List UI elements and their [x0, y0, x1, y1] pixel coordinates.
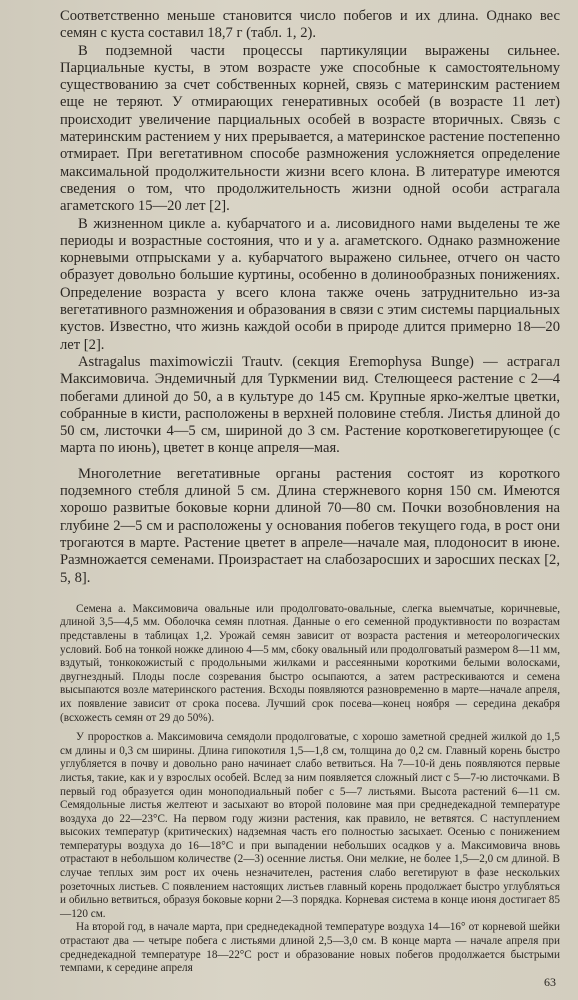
paragraph: Многолетние вегетативные органы растения состоят из короткого подземного стебля длиной 5 см. Длина стержневого корня 150 см. Имеются хорошо развитые боковые корни длиной 70—80 см. Почки возобновления на глубине 2—5 см и расположены у основания побегов текущего года, в рост они трогаются в марте. Растение цветет в апреле—начале мая, плодоносит в июне. Размножается семенами. Произрастает на слабозаросших и заросших песках [2, 5, 8].: [60, 465, 560, 586]
page-number: 63: [544, 975, 556, 989]
paragraph: В подземной части процессы партикуляции выражены сильнее. Парциальные кусты, в этом возрасте уже способные к самостоятельному существованию за счет собственных корней, связь с материнским растением еще не теряют. У отмирающих генеративных особей (в возрасте 11 лет) происходит увеличение парциальных особей в возрасте вторичных. Связь с материнским растением у них прерывается, а материнское растение постепенно отмирает. При вегетативном способе размножения усложняется определение максимальной продолжительности жизни всего клона. В литературе имеются сведения о том, что продолжительность жизни одной особи астрагала агаметского 15—20 лет [2].: [60, 42, 560, 215]
small-paragraph: У проростков а. Максимовича семядоли продолговатые, с хорошо заметной средней жилкой до 1,5 см длины и 0,3 см ширины. Длина гипокотиля 1,5—1,8 см, толщина до 0,2 см. Главный корень быстро углубляется в почву и довольно рано начинает слабо ветвиться. На 7—10-й день появляются первые листья, такие, как и у взрослых особей. Вслед за ним появляется сложный лист с 5—7-ю листочками. В первый год образуется один моноподиальный побег с 5—7 листьями. Высота растений 6—11 см. Семядольные листья желтеют и засыхают во второй половине мая при среднедекадной температуре воздуха до 22—23°С. На первом году жизни растения, как правило, не ветвятся. С наступлением высоких температур (критических) надземная часть его полностью засыхает. Осенью с понижением температуры воздуха до 16—18°С и при выпадении небольших осадков у а. Максимовича вновь отрастают в небольшом количестве (2—3) осенние листья. Они мелкие, не более 1,5—2,0 см длиной. В случае теплых зим рост их очень незначителен, растения слабо вегетируют в фазе нескольких розеточных листьев. С появлением настоящих листьев главный корень продолжает быстро углубляться и обильно ветвиться, образуя боковые корни 2—3 порядка. Корневая система в конце июня достигает 85—120 см.: [60, 731, 560, 920]
small-print-text: [60, 603, 560, 976]
main-text: [60, 8, 560, 587]
paragraph: Соответственно меньше становится число побегов и их длина. Однако вес семян с куста составил 18,7 г (табл. 1, 2).: [60, 8, 560, 42]
species-paragraph: Astragalus maximowiczii Trautv. (секция Eremophysa Bunge) — астрагал Максимовича. Эндемичный для Туркмении вид. Стелющееся растение с 2—4 побегами длиной до 50, а в культуре до 145 см. Крупные ярко-желтые цветки, собранные в кисти, расположены в верхней половине стебля. Листья длиной до 50 см, листочки 4—5 см, шириной до 3 см. Растение коротковегетирующее (с марта по июнь), цветет в конце апреля—мая.: [60, 353, 560, 457]
small-paragraph: На второй год, в начале марта, при среднедекадной температуре воздуха 14—16° от корневой шейки отрастают два — четыре побега с листьями длиной 2,5—3,0 см. В конце марта — начале апреля при среднедекадной температуре 18—22°С рост и образование новых побегов продолжается быстрыми темпами, к середине апреля: [60, 921, 560, 975]
paragraph: В жизненном цикле а. кубарчатого и а. лисовидного нами выделены те же периоды и возрастные состояния, что и у а. агаметского. Однако размножение корневыми отпрысками у а. кубарчатого выражено сильнее, отчего он часто образует довольно большие куртины, особенно в долинообразных понижениях. Определение возраста у всего клона также очень затруднительно из-за вегетативного размножения и образования в связи с этим системы парциальных кустов. Известно, что жизнь каждой особи в природе длится примерно 18—20 лет [2].: [60, 215, 560, 353]
small-paragraph: Семена а. Максимовича овальные или продолговато-овальные, слегка выемчатые, коричневые, длиной 3,5—4,5 мм. Оболочка семян плотная. Данные о его семенной продуктивности по возрастам представлены в таблицах 1,2. Урожай семян зависит от возраста растения и метеорологических условий. Боб на тонкой ножке длиною 4—5 мм, сбоку овальный или продолговатый размером 8—11 мм, вздутый, тонкокожистый с продольными жилками и рассеянными короткими белыми волосками, двугнездный. Плоды после созревания быстро осыпаются, а затем растрескиваются и семена высыпаются возле материнского растения. Всходы появляются разновременно в марте—начале апреля, их появление зависит от срока посева. Лучший срок посева—конец ноября — середина декабря (всхожесть семян от 29 до 50%).: [60, 602, 560, 724]
